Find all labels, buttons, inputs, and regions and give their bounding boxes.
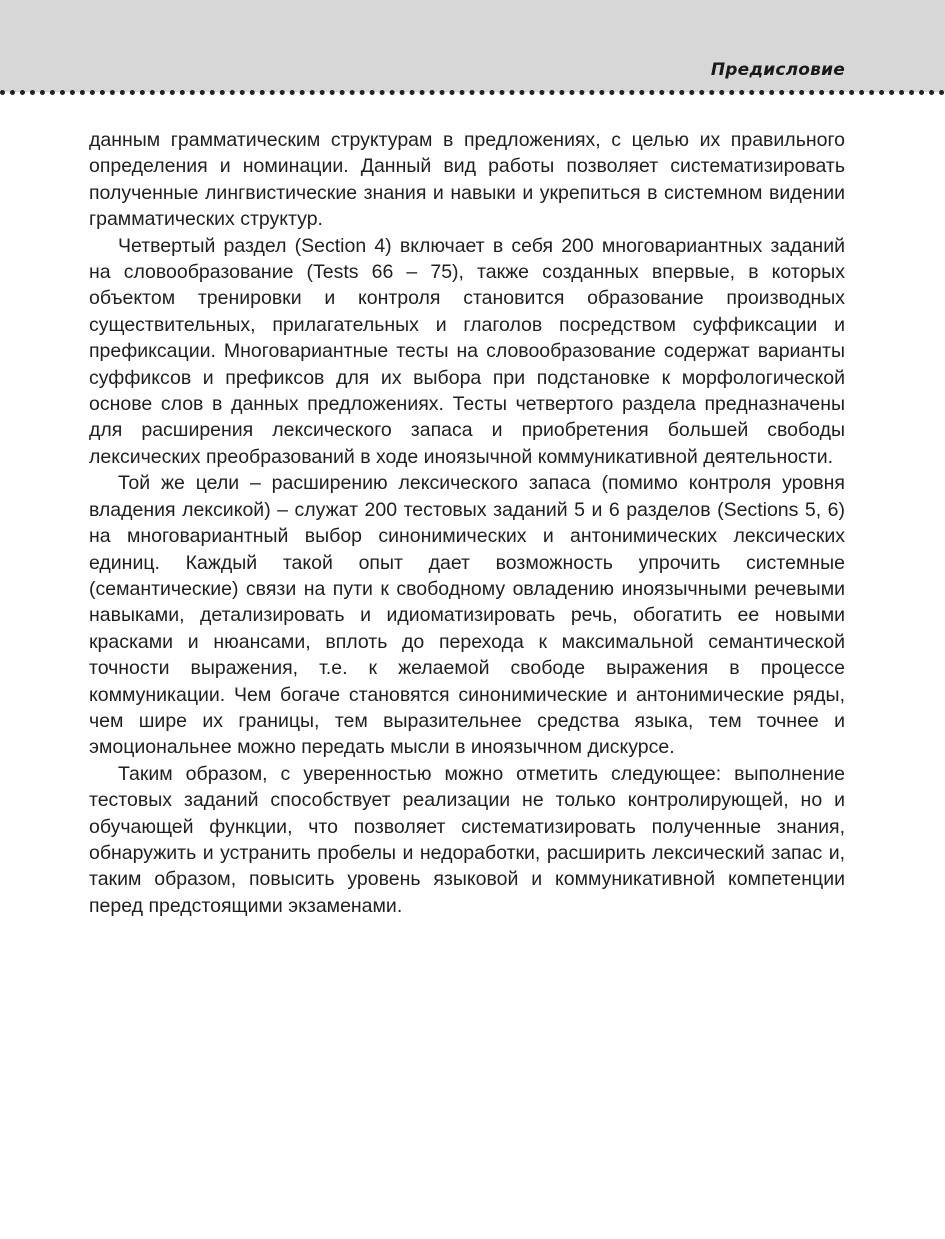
paragraph-sections-5-6: Той же цели – расширению лексического запаса (помимо контроля уровня владения лексикой) – служат 200 тестовых заданий 5 и 6 разделов (Sections 5, 6) на многовариантный выбор синонимических и антонимических лексических единиц. Каждый такой опыт дает возможность упрочить системные (семантические) связи на пути к свободному овладению иноязычными речевыми навыками, детализировать и идиоматизировать речь, обогатить ее новыми красками и нюансами, вплоть до перехода к максимальной семантической точности выражения, т.е. к желаемой свободе выражения в процессе коммуникации. Чем богаче становятся синонимические и антонимические ряды, чем шире их границы, тем выразительнее средства языка, тем точнее и эмоциональнее можно передать мысли в иноязычном дискурсе. — [89, 472, 845, 759]
paragraph-continuation: данным грамматическим структурам в предложениях, с целью их правильного определения и номинации. Данный вид работы позволяет систематизировать полученные лингвистические знания и навыки и укрепиться в системном видении грамматических структур. — [89, 129, 845, 231]
page-body — [89, 127, 845, 919]
paragraph-section-4: Четвертый раздел (Section 4) включает в себя 200 многовариантных заданий на словообразование (Tests 66 – 75), также созданных впервые, в которых объектом тренировки и контроля становится образование производных существительных, прилагательных и глаголов посредством суффиксации и префиксации. Многовариантные тесты на словообразование содержат варианты суффиксов и префиксов для их выбора при подстановке к морфологической основе слов в данных предложениях. Тесты четвертого раздела предназначены для расширения лексического запаса и приобретения большей свободы лексических преобразований в ходе иноязычной коммуникативной деятельности. — [89, 234, 845, 468]
paragraph-conclusion: Таким образом, с уверенностью можно отметить следующее: выполнение тестовых заданий способствует реализации не только контролирующей, но и обучающей функции, что позволяет систематизировать полученные знания, обнаружить и устранить пробелы и недоработки, расширить лексический запас и, таким образом, повысить уровень языковой и коммуникативной компетенции перед предстоящими экзаменами. — [89, 762, 845, 917]
dotted-divider — [0, 90, 945, 95]
running-title: Предисловие — [710, 60, 845, 80]
